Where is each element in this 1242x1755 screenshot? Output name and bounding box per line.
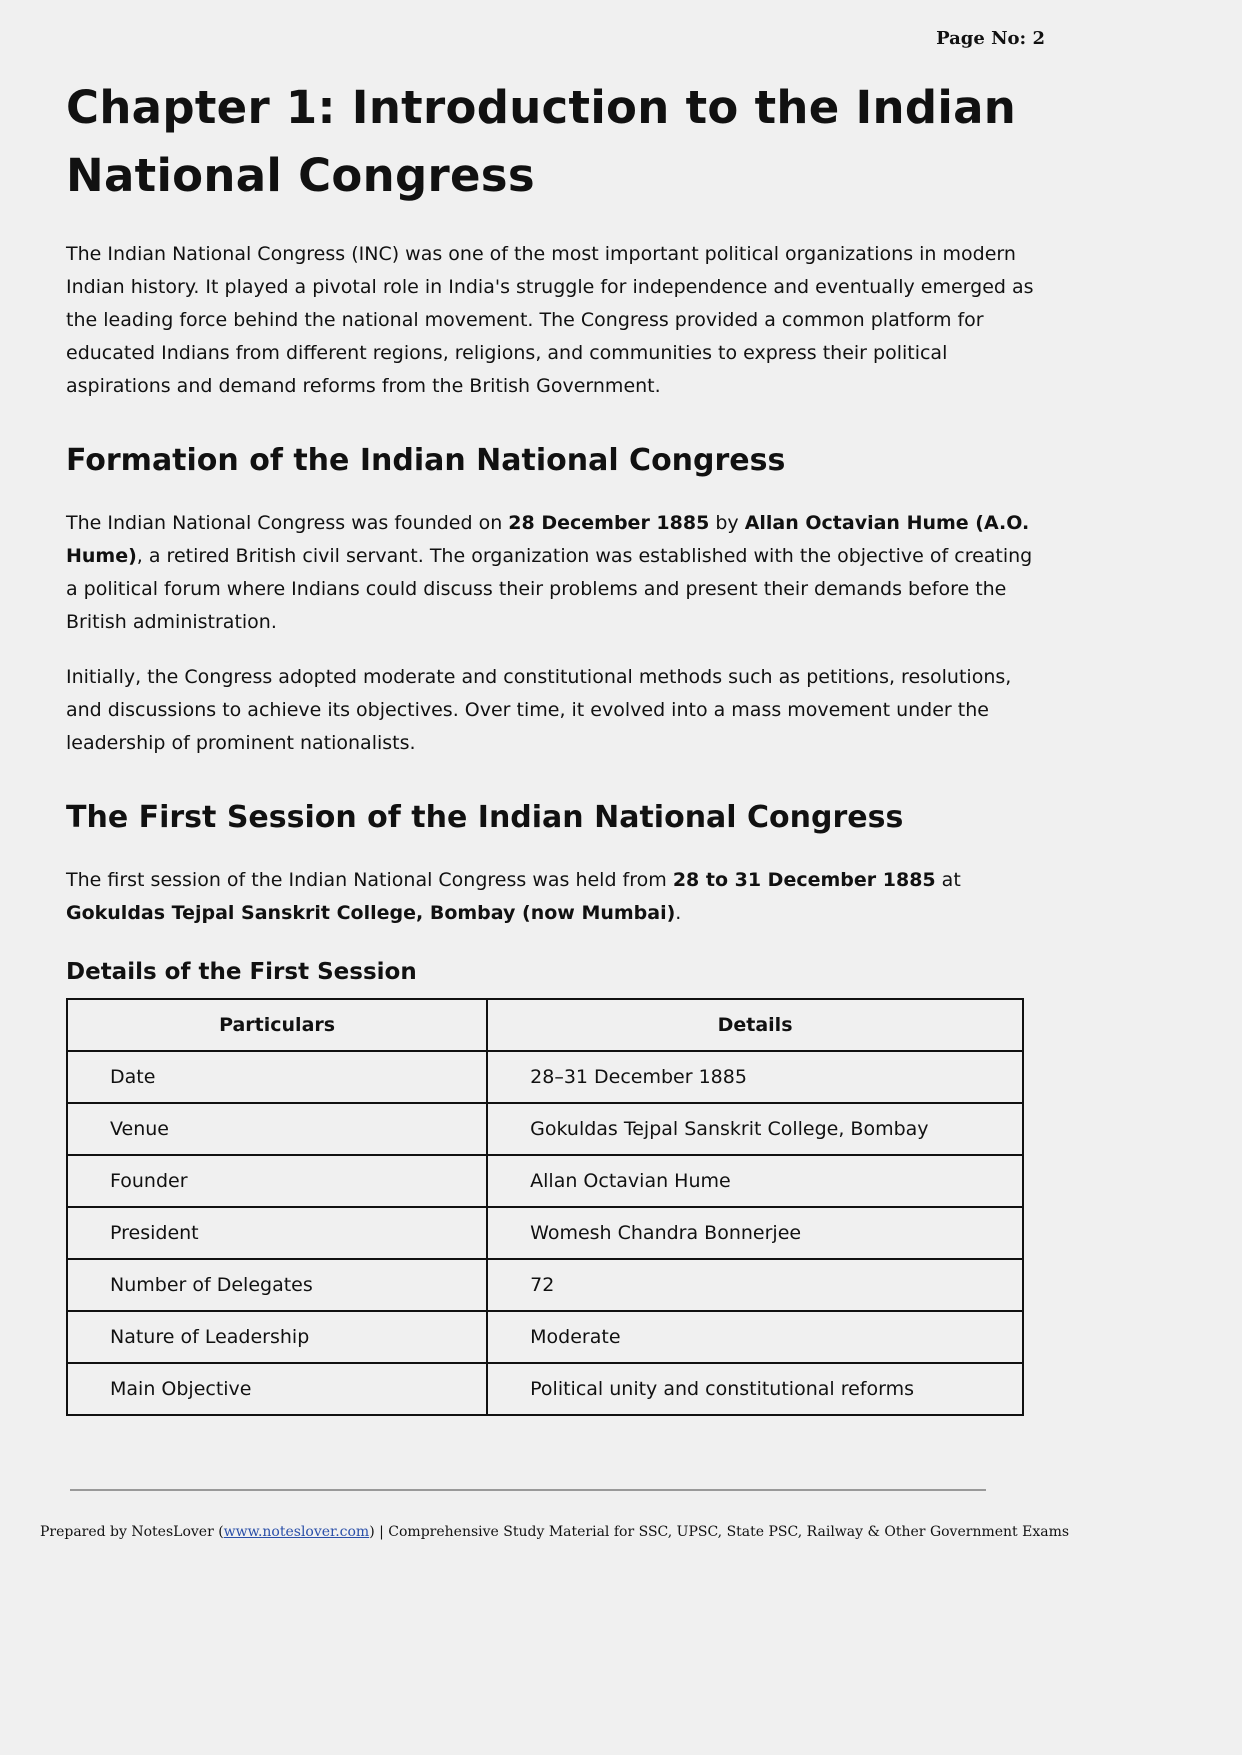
footer-prefix: Prepared by NotesLover ( [39,1524,224,1540]
session-venue: Gokuldas Tejpal Sanskrit College, Bombay (now Mumbai) [66,902,676,924]
founder-name: Allan Octavian Hume (A.O. Hume) [66,512,1030,567]
text-span: at [935,869,961,891]
table-cell-detail: Womesh Chandra Bonnerjee [487,1207,1023,1259]
table-cell-detail: 72 [487,1259,1023,1311]
text-span: by [709,512,745,534]
column-header-particulars: Particulars [67,999,487,1051]
details-heading: Details of the First Session [66,959,417,985]
table-cell-detail: Political unity and constitutional reforms [487,1363,1023,1415]
page-number: Page No: 2 [936,28,1045,49]
table-cell-particular: Founder [67,1155,487,1207]
details-table [66,998,1024,1416]
footer-divider [70,1489,986,1491]
text-span: The first session of the Indian National Congress was held from [66,869,673,891]
formation-heading: Formation of the Indian National Congress [66,443,786,478]
session-dates: 28 to 31 December 1885 [672,869,936,891]
table-cell-detail: 28–31 December 1885 [487,1051,1023,1103]
table-cell-particular: Number of Delegates [67,1259,487,1311]
table-header-row [67,999,1023,1051]
table-row [67,1051,1023,1103]
footer-suffix: ) | Comprehensive Study Material for SSC, UPSC, State PSC, Railway & Other Government Exams [369,1524,1070,1540]
table-cell-particular: Nature of Leadership [67,1311,487,1363]
table-row [67,1207,1023,1259]
column-header-details: Details [487,999,1023,1051]
table-row [67,1103,1023,1155]
table-cell-detail: Allan Octavian Hume [487,1155,1023,1207]
formation-paragraph-1 [66,507,1046,639]
intro-paragraph: The Indian National Congress (INC) was one of the most important political organizations in modern Indian history. It played a pivotal role in India's struggle for independence and eventually emerged as the leading force behind the national movement. The Congress provided a common platform for educated Indians from different regions, religions, and communities to express their political aspirations and demand reforms from the British Government. [66,243,1034,397]
text-span: . [675,902,682,924]
table-cell-particular: Date [67,1051,487,1103]
formation-paragraph-2: Initially, the Congress adopted moderate and constitutional methods such as petitions, resolutions, and discussions to achieve its objectives. Over time, it evolved into a mass movement under the leadership of prominent nationalists. [66,666,1012,754]
table-row [67,1311,1023,1363]
text-span: The Indian National Congress was founded on [66,512,509,534]
table-row [67,1363,1023,1415]
table-cell-particular: Main Objective [67,1363,487,1415]
text-span: , a retired British civil servant. The organization was established with the objective of creating a political forum where Indians could discuss their problems and present their demands before the British administration. [66,545,1033,633]
main-content [66,74,1046,1416]
first-session-paragraph [66,864,1046,930]
table-cell-detail: Moderate [487,1311,1023,1363]
footer-website-link[interactable]: www.noteslover.com [223,1524,370,1540]
table-row [67,1155,1023,1207]
table-cell-particular: President [67,1207,487,1259]
founding-date: 28 December 1885 [508,512,710,534]
table-cell-detail: Gokuldas Tejpal Sanskrit College, Bombay [487,1103,1023,1155]
chapter-title: Chapter 1: Introduction to the Indian National Congress [66,81,1017,202]
first-session-heading: The First Session of the Indian National Congress [66,800,904,835]
table-row [67,1259,1023,1311]
footer [0,1524,1109,1540]
table-cell-particular: Venue [67,1103,487,1155]
